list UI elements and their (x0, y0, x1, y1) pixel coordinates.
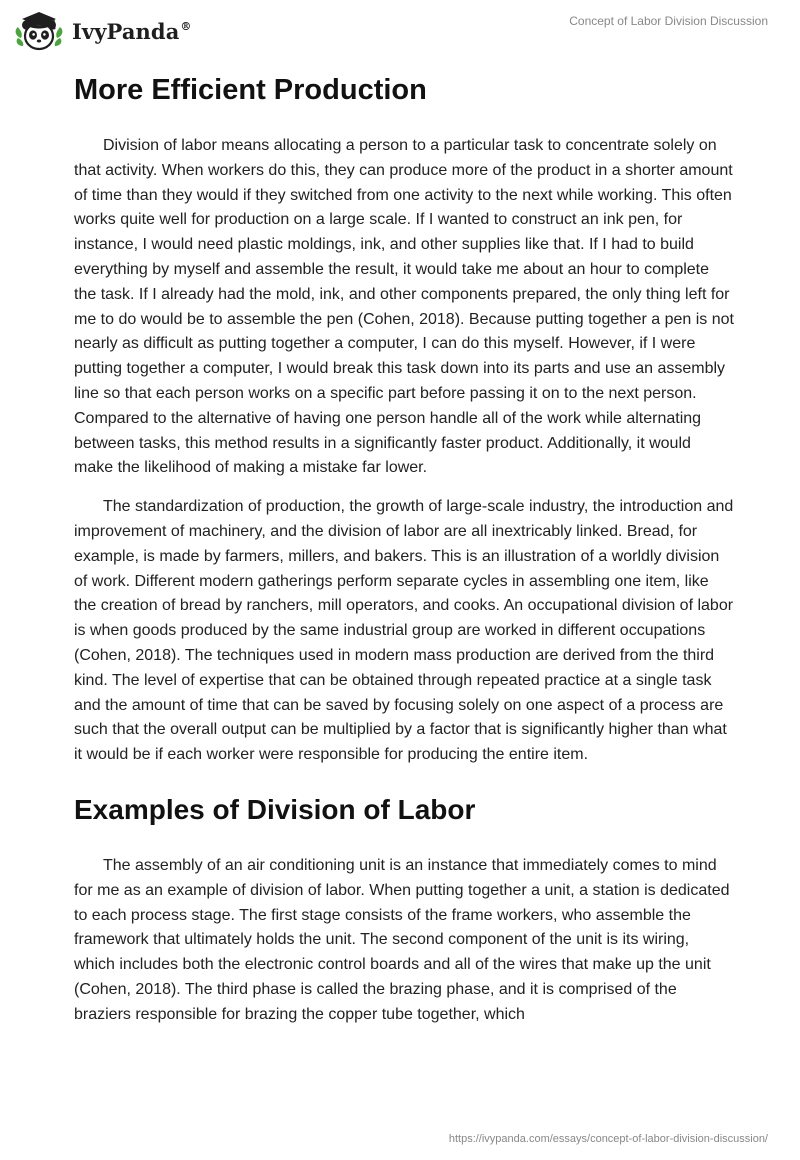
paragraph: The assembly of an air conditioning unit is an instance that immediately comes to mind for me as an example of division of labor. When putting together a unit, a station is dedicated to each process stage. The first stage consists of the frame workers, who assemble the framework that ultimately holds the unit. The second component of the unit is its wiring, which includes both the electronic control boards and all of the wires that make up the unit (Cohen, 2018). The third phase is called the brazing phase, and it is comprised of the braziers responsible for brazing the copper tube together, which (74, 856, 730, 1023)
brand-name (72, 19, 192, 44)
section-heading-examples: Examples of Division of Labor (74, 793, 476, 825)
page-header (0, 0, 800, 60)
section-heading-efficient-production: More Efficient Production (74, 74, 427, 106)
paragraph: The standardization of production, the growth of large-scale industry, the introduction and improvement of machinery, and the division of labor are all inextricably linked. Bread, for example, is made by farmers, millers, and bakers. This is an illustration of a worldly division of work. Different modern gatherings perform separate cycles in assembling one item, like the creation of bread by ranchers, mill operators, and cooks. An occupational division of labor is when goods produced by the same industrial group are worked in different occupations (Cohen, 2018). The techniques used in modern mass production are derived from the third kind. The level of expertise that can be obtained through repeated practice at a single task and the amount of time that can be saved by focusing solely on one aspect of a process are such that the overall output can be multiplied by a factor that is significantly higher than what it would be if each worker were responsible for producing the entire item. (74, 498, 734, 764)
paragraph: Division of labor means allocating a person to a particular task to concentrate solely on that activity. When workers do this, they can produce more of the product in a shorter amount of time than they would if they switched from one activity to the next while working. This often works quite well for production on a large scale. If I wanted to construct an ink pen, for instance, I would need plastic moldings, ink, and other supplies like that. If I had to build everything by myself and assemble the result, it would take me about an hour to complete the task. If I already had the mold, ink, and other components prepared, the only thing left for me to do would be to assemble the pen (Cohen, 2018). Because putting together a pen is not nearly as difficult as putting together a computer, I can do this myself. However, if I were putting together a computer, I would break this task down into its parts and use an assembly line so that each person works on a specific part before passing it on to the next person. Compared to the alternative of having one person handle all of the work while alternating between tasks, this method results in a significantly faster product. Additionally, it would make the likelihood of making a mistake far lower. (74, 137, 734, 477)
source-url[interactable]: https://ivypanda.com/essays/concept-of-labor-division-discussion/ (448, 1133, 768, 1145)
essay-content (74, 70, 734, 1028)
panda-graduate-icon (14, 8, 64, 54)
ivypanda-logo[interactable] (14, 8, 192, 54)
brand-name-text: IvyPanda (72, 18, 180, 44)
document-title: Concept of Labor Division Discussion (569, 14, 768, 28)
registered-mark: ® (180, 19, 192, 33)
